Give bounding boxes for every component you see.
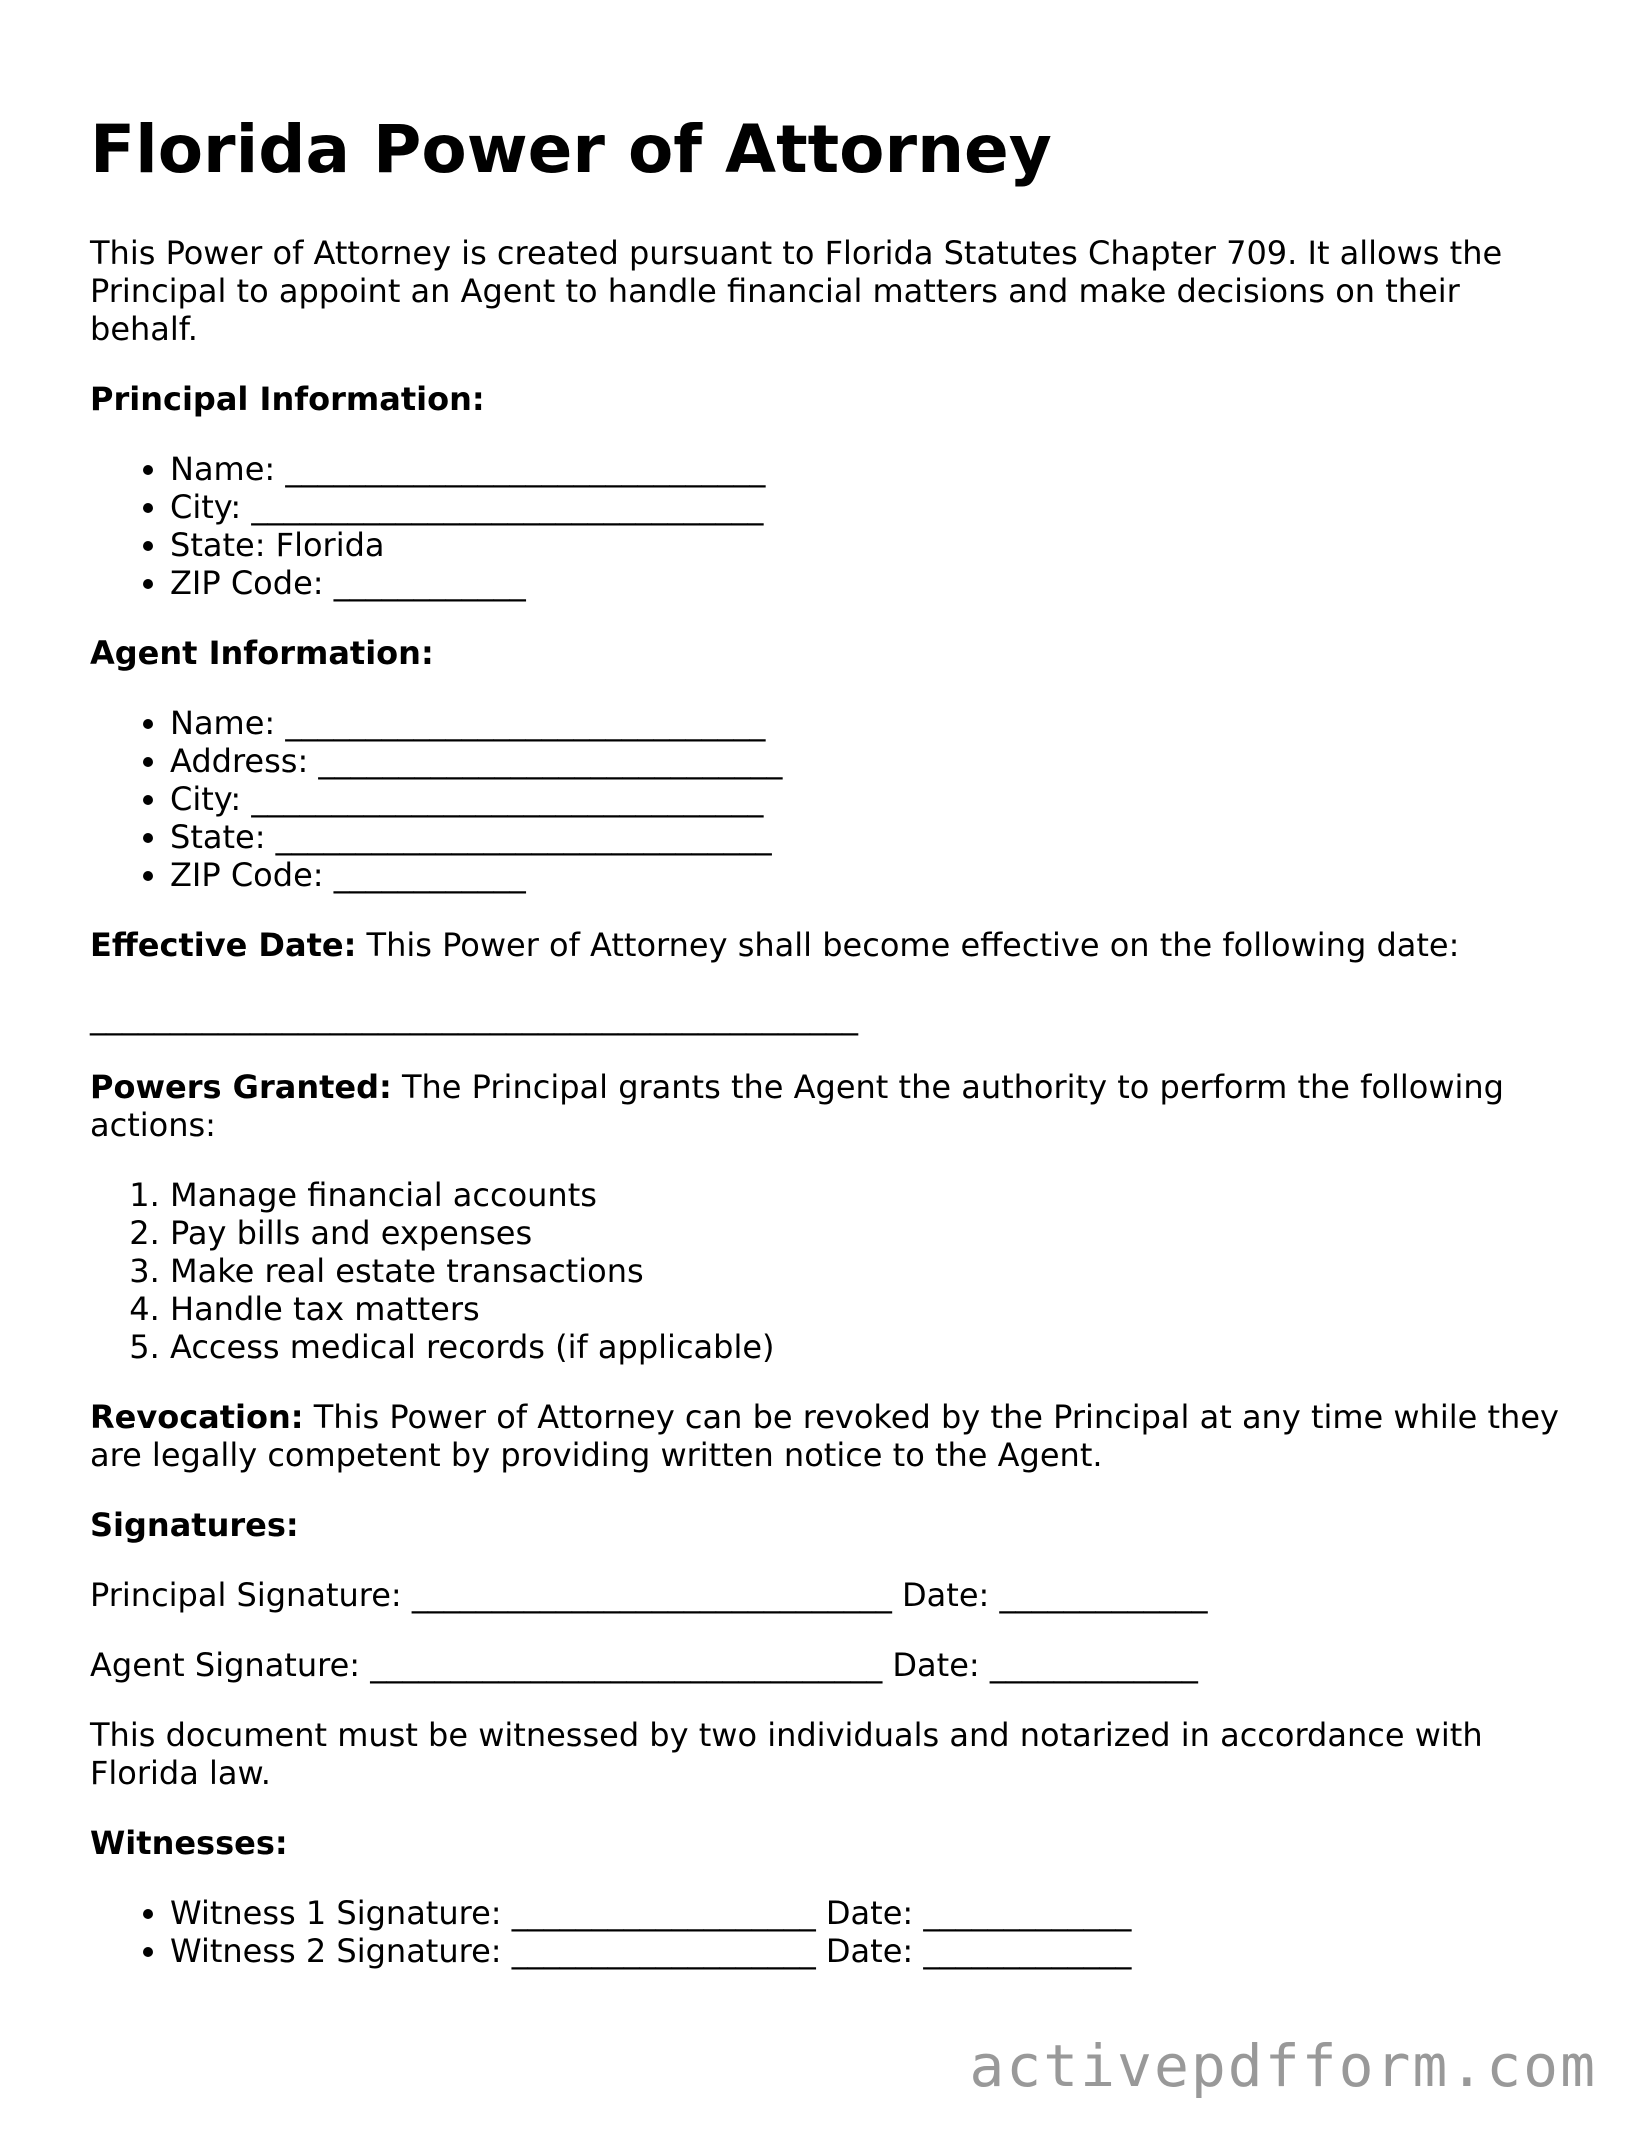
agent-list xyxy=(90,704,1560,894)
power-item: 5. Access medical records (if applicable) xyxy=(170,1328,1560,1366)
agent-heading: Agent Information: xyxy=(90,633,434,672)
page-title: Florida Power of Attorney xyxy=(90,111,1052,188)
principal-signature-field[interactable]: Principal Signature: ______________________________ Date: _____________ xyxy=(90,1575,1208,1614)
effective-date-paragraph xyxy=(90,926,1560,964)
notary-notice: This document must be witnessed by two individuals and notarized in accordance with Florida law. xyxy=(90,1715,1483,1792)
intro-paragraph: This Power of Attorney is created pursuant to Florida Statutes Chapter 709. It allows the Principal to appoint an Agent to handle financial matters and make decisions on their behalf. xyxy=(90,233,1503,348)
principal-state-field: • State: Florida xyxy=(170,526,1560,564)
agent-address-field[interactable]: • Address: _____________________________ xyxy=(170,742,1560,780)
powers-label: Powers Granted: xyxy=(90,1067,392,1106)
principal-city-field[interactable]: • City: ________________________________ xyxy=(170,488,1560,526)
witness-1-signature-field[interactable]: • Witness 1 Signature: ___________________ Date: _____________ xyxy=(170,1894,1560,1932)
witness-2-signature-field[interactable]: • Witness 2 Signature: ___________________ Date: _____________ xyxy=(170,1932,1560,1970)
principal-name-field[interactable]: • Name: ______________________________ xyxy=(170,450,1560,488)
witnesses-list xyxy=(90,1894,1560,1970)
powers-paragraph xyxy=(90,1068,1560,1144)
power-item: 1. Manage financial accounts xyxy=(170,1176,1560,1214)
revocation-paragraph xyxy=(90,1398,1560,1474)
agent-signature-field[interactable]: Agent Signature: ________________________________ Date: _____________ xyxy=(90,1645,1198,1684)
agent-name-field[interactable]: • Name: ______________________________ xyxy=(170,704,1560,742)
powers-list xyxy=(90,1176,1560,1366)
witnesses-heading: Witnesses: xyxy=(90,1823,288,1862)
revocation-text: This Power of Attorney can be revoked by the Principal at any time while they are legally competent by providing written notice to the Agent. xyxy=(90,1397,1559,1474)
principal-zip-field[interactable]: • ZIP Code: ____________ xyxy=(170,564,1560,602)
principal-heading: Principal Information: xyxy=(90,379,485,418)
revocation-label: Revocation: xyxy=(90,1397,304,1436)
signatures-heading: Signatures: xyxy=(90,1505,299,1544)
power-item: 3. Make real estate transactions xyxy=(170,1252,1560,1290)
agent-zip-field[interactable]: • ZIP Code: ____________ xyxy=(170,856,1560,894)
effective-date-label: Effective Date: xyxy=(90,925,357,964)
effective-date-field[interactable]: ________________________________________________ xyxy=(90,997,858,1036)
principal-list xyxy=(90,450,1560,602)
agent-state-field[interactable]: • State: _______________________________ xyxy=(170,818,1560,856)
watermark: activepdfform.com xyxy=(969,2032,1597,2100)
power-item: 2. Pay bills and expenses xyxy=(170,1214,1560,1252)
agent-city-field[interactable]: • City: ________________________________ xyxy=(170,780,1560,818)
document-page xyxy=(90,112,1560,2002)
power-item: 4. Handle tax matters xyxy=(170,1290,1560,1328)
effective-date-text: This Power of Attorney shall become effective on the following date: xyxy=(356,925,1460,964)
powers-text: The Principal grants the Agent the authority to perform the following actions: xyxy=(90,1067,1504,1144)
